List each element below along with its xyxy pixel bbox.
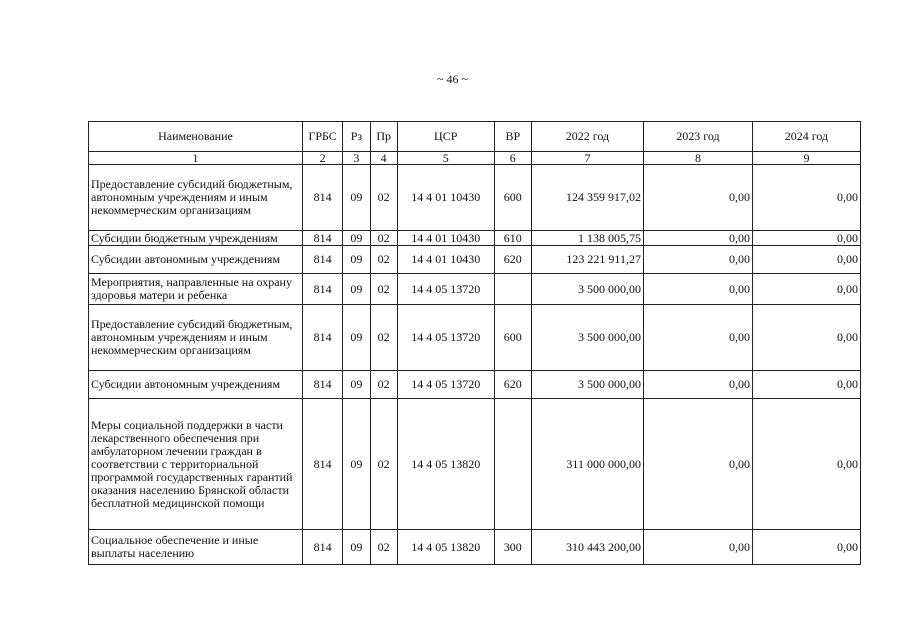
column-number-row [89,152,861,165]
row-csr: 14 4 05 13820 [397,399,494,530]
row-grbs: 814 [302,371,342,399]
row-vr [494,274,531,305]
row-vr [494,399,531,530]
column-number: 8 [643,152,752,165]
table-row [89,246,861,274]
row-csr: 14 4 05 13720 [397,371,494,399]
row-rz: 09 [343,530,370,565]
row-rz: 09 [343,371,370,399]
row-name: Предоставление субсидий бюджетным, автономным учреждениям и иным некоммерческим организациям [89,165,303,231]
table-row [89,371,861,399]
table-row [89,165,861,231]
row-csr: 14 4 01 10430 [397,165,494,231]
column-number: 2 [302,152,342,165]
header-name: Наименование [89,122,303,152]
column-number: 1 [89,152,303,165]
column-number: 5 [397,152,494,165]
row-grbs: 814 [302,274,342,305]
row-2022: 124 359 917,02 [531,165,643,231]
row-2024: 0,00 [752,165,860,231]
table-row [89,274,861,305]
header-row [89,122,861,152]
header-grbs: ГРБС [302,122,342,152]
row-2023: 0,00 [643,231,752,246]
row-pr: 02 [370,530,397,565]
column-number: 6 [494,152,531,165]
row-grbs: 814 [302,305,342,371]
row-2024: 0,00 [752,231,860,246]
row-grbs: 814 [302,530,342,565]
header-2023: 2023 год [643,122,752,152]
row-2023: 0,00 [643,530,752,565]
row-vr: 620 [494,246,531,274]
row-csr: 14 4 05 13720 [397,274,494,305]
row-name: Социальное обеспечение и иные выплаты населению [89,530,303,565]
row-pr: 02 [370,371,397,399]
table-row [89,530,861,565]
row-grbs: 814 [302,246,342,274]
row-rz: 09 [343,231,370,246]
row-csr: 14 4 01 10430 [397,246,494,274]
row-rz: 09 [343,165,370,231]
header-pr: Пр [370,122,397,152]
row-name: Субсидии бюджетным учреждениям [89,231,303,246]
row-vr: 600 [494,165,531,231]
column-number: 3 [343,152,370,165]
row-2023: 0,00 [643,274,752,305]
row-vr: 600 [494,305,531,371]
row-pr: 02 [370,231,397,246]
header-csr: ЦСР [397,122,494,152]
row-name: Меры социальной поддержки в части лекарственного обеспечения при амбулаторном лечении граждан в соответствии с территориальной программой государственных гарантий оказания населению Брянской области бесплатной медицинской помощи [89,399,303,530]
row-2022: 3 500 000,00 [531,305,643,371]
row-name: Предоставление субсидий бюджетным, автономным учреждениям и иным некоммерческим организациям [89,305,303,371]
budget-table [88,121,861,565]
row-2022: 310 443 200,00 [531,530,643,565]
row-2024: 0,00 [752,371,860,399]
row-pr: 02 [370,399,397,530]
column-number: 9 [752,152,860,165]
row-pr: 02 [370,246,397,274]
header-vr: ВР [494,122,531,152]
row-vr: 620 [494,371,531,399]
row-name: Субсидии автономным учреждениям [89,371,303,399]
table-row [89,305,861,371]
table-row [89,399,861,530]
row-2022: 3 500 000,00 [531,274,643,305]
page-number: ~ 46 ~ [437,72,468,86]
row-csr: 14 4 01 10430 [397,231,494,246]
row-rz: 09 [343,274,370,305]
column-number: 7 [531,152,643,165]
row-2023: 0,00 [643,246,752,274]
row-vr: 610 [494,231,531,246]
row-pr: 02 [370,165,397,231]
row-pr: 02 [370,305,397,371]
row-rz: 09 [343,399,370,530]
row-2024: 0,00 [752,399,860,530]
row-rz: 09 [343,305,370,371]
row-2022: 1 138 005,75 [531,231,643,246]
row-2022: 3 500 000,00 [531,371,643,399]
column-number: 4 [370,152,397,165]
row-name: Мероприятия, направленные на охрану здоровья матери и ребенка [89,274,303,305]
row-csr: 14 4 05 13720 [397,305,494,371]
row-grbs: 814 [302,231,342,246]
row-2024: 0,00 [752,274,860,305]
header-2024: 2024 год [752,122,860,152]
row-vr: 300 [494,530,531,565]
row-2022: 123 221 911,27 [531,246,643,274]
row-2023: 0,00 [643,399,752,530]
row-grbs: 814 [302,165,342,231]
row-2024: 0,00 [752,530,860,565]
row-2024: 0,00 [752,246,860,274]
row-2023: 0,00 [643,371,752,399]
table-row [89,231,861,246]
row-2022: 311 000 000,00 [531,399,643,530]
row-name: Субсидии автономным учреждениям [89,246,303,274]
row-2023: 0,00 [643,165,752,231]
row-rz: 09 [343,246,370,274]
header-rz: Рз [343,122,370,152]
row-2023: 0,00 [643,305,752,371]
row-csr: 14 4 05 13820 [397,530,494,565]
row-pr: 02 [370,274,397,305]
row-2024: 0,00 [752,305,860,371]
row-grbs: 814 [302,399,342,530]
header-2022: 2022 год [531,122,643,152]
